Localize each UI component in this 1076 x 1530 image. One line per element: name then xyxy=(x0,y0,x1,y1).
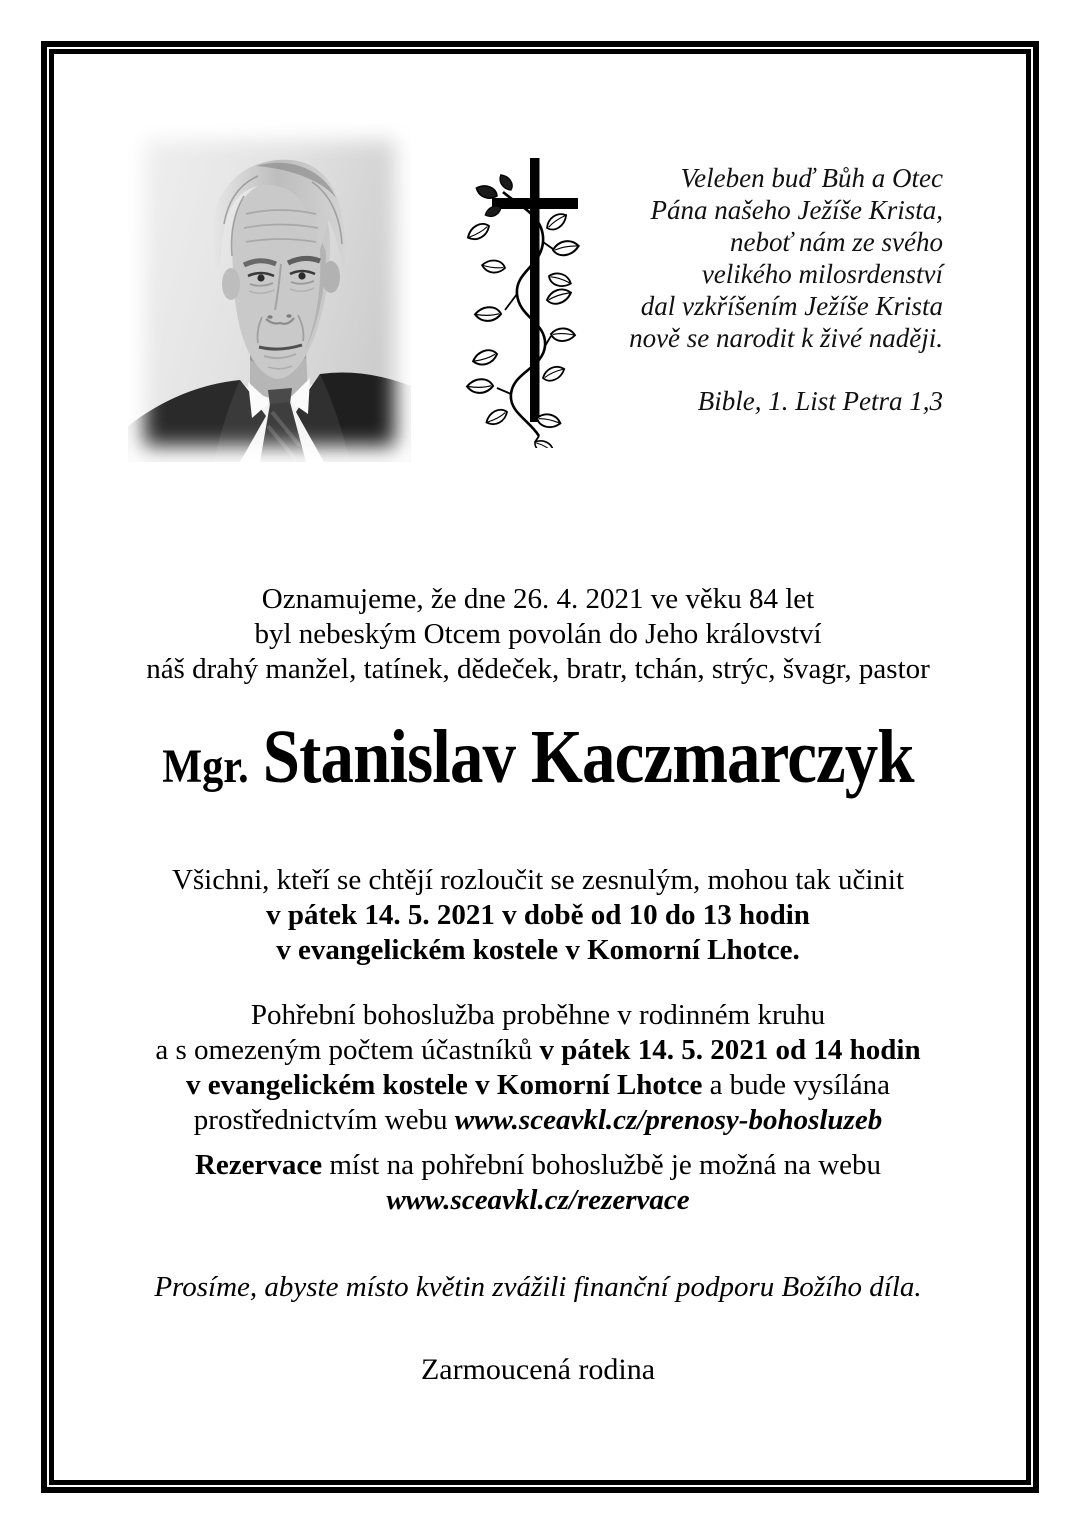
service-line-1: Pohřební bohoslužba proběhne v rodinném kruhu xyxy=(250,999,826,1031)
farewell-paragraph xyxy=(54,863,1022,968)
bible-quote-line: neboť nám ze svého xyxy=(729,227,943,257)
portrait-photo xyxy=(128,124,411,462)
announcement-line-1: Oznamujeme, že dne 26. 4. 2021 ve věku 84 let xyxy=(261,583,815,615)
bible-quote-line: Pána našeho Ježíše Krista, xyxy=(650,195,943,225)
closing-signature: Zarmoucená rodina xyxy=(420,1353,656,1386)
service-stream-url: www.sceavkl.cz/prenosy-bohosluzeb xyxy=(454,1104,883,1136)
announcement-line-2: byl nebeským Otcem povolán do Jeho království xyxy=(254,618,822,650)
service-line-2 xyxy=(54,1033,1022,1068)
bible-quote-line: Veleben buď Bůh a Otec xyxy=(680,163,943,193)
farewell-line-3: v evangelickém kostele v Komorní Lhotce. xyxy=(276,934,800,966)
service-line-4 xyxy=(54,1103,1022,1138)
announcement xyxy=(54,582,1022,687)
service-line-4-normal: prostřednictvím webu xyxy=(193,1104,455,1136)
service-line-3-bold: v evangelickém kostele v Komorní Lhotce xyxy=(186,1069,703,1101)
portrait-photo-graphic xyxy=(128,124,411,462)
flowers-plea: Prosíme, abyste místo květin zvážili finanční podporu Božího díla. xyxy=(154,1271,922,1303)
bible-citation: Bible, 1. List Petra 1,3 xyxy=(697,386,943,416)
service-line-3 xyxy=(54,1068,1022,1103)
bible-quote xyxy=(473,162,943,417)
deceased-name-line xyxy=(112,716,964,819)
farewell-line-1: Všichni, kteří se chtějí rozloučit se zesnulým, mohou tak učinit xyxy=(171,864,905,896)
reservation-lead: Rezervace xyxy=(194,1149,323,1181)
reservation-rest: míst na pohřební bohoslužbě je možná na webu xyxy=(322,1149,882,1181)
bible-quote-line: nově se narodit k živé naději. xyxy=(629,323,943,353)
reservation-url: www.sceavkl.cz/rezervace xyxy=(386,1184,690,1216)
service-line-2-normal: a s omezeným počtem účastníků xyxy=(155,1034,540,1066)
farewell-line-2: v pátek 14. 5. 2021 v době od 10 do 13 hodin xyxy=(266,899,810,931)
degree-title: Mgr. xyxy=(162,740,249,793)
deceased-name: Stanislav Kaczmarczyk xyxy=(262,715,914,799)
bible-quote-line: dal vzkříšením Ježíše Krista xyxy=(640,291,943,321)
bible-quote-line: velikého milosrdenství xyxy=(701,259,943,289)
reservation-paragraph xyxy=(54,1148,1022,1218)
service-line-3-normal: a bude vysílána xyxy=(702,1069,890,1101)
service-line-2-bold: v pátek 14. 5. 2021 od 14 hodin xyxy=(539,1034,921,1066)
reservation-line-1 xyxy=(54,1148,1022,1183)
service-paragraph xyxy=(54,998,1022,1138)
announcement-line-3: náš drahý manžel, tatínek, dědeček, bratr, tchán, strýc, švagr, pastor xyxy=(146,653,930,685)
